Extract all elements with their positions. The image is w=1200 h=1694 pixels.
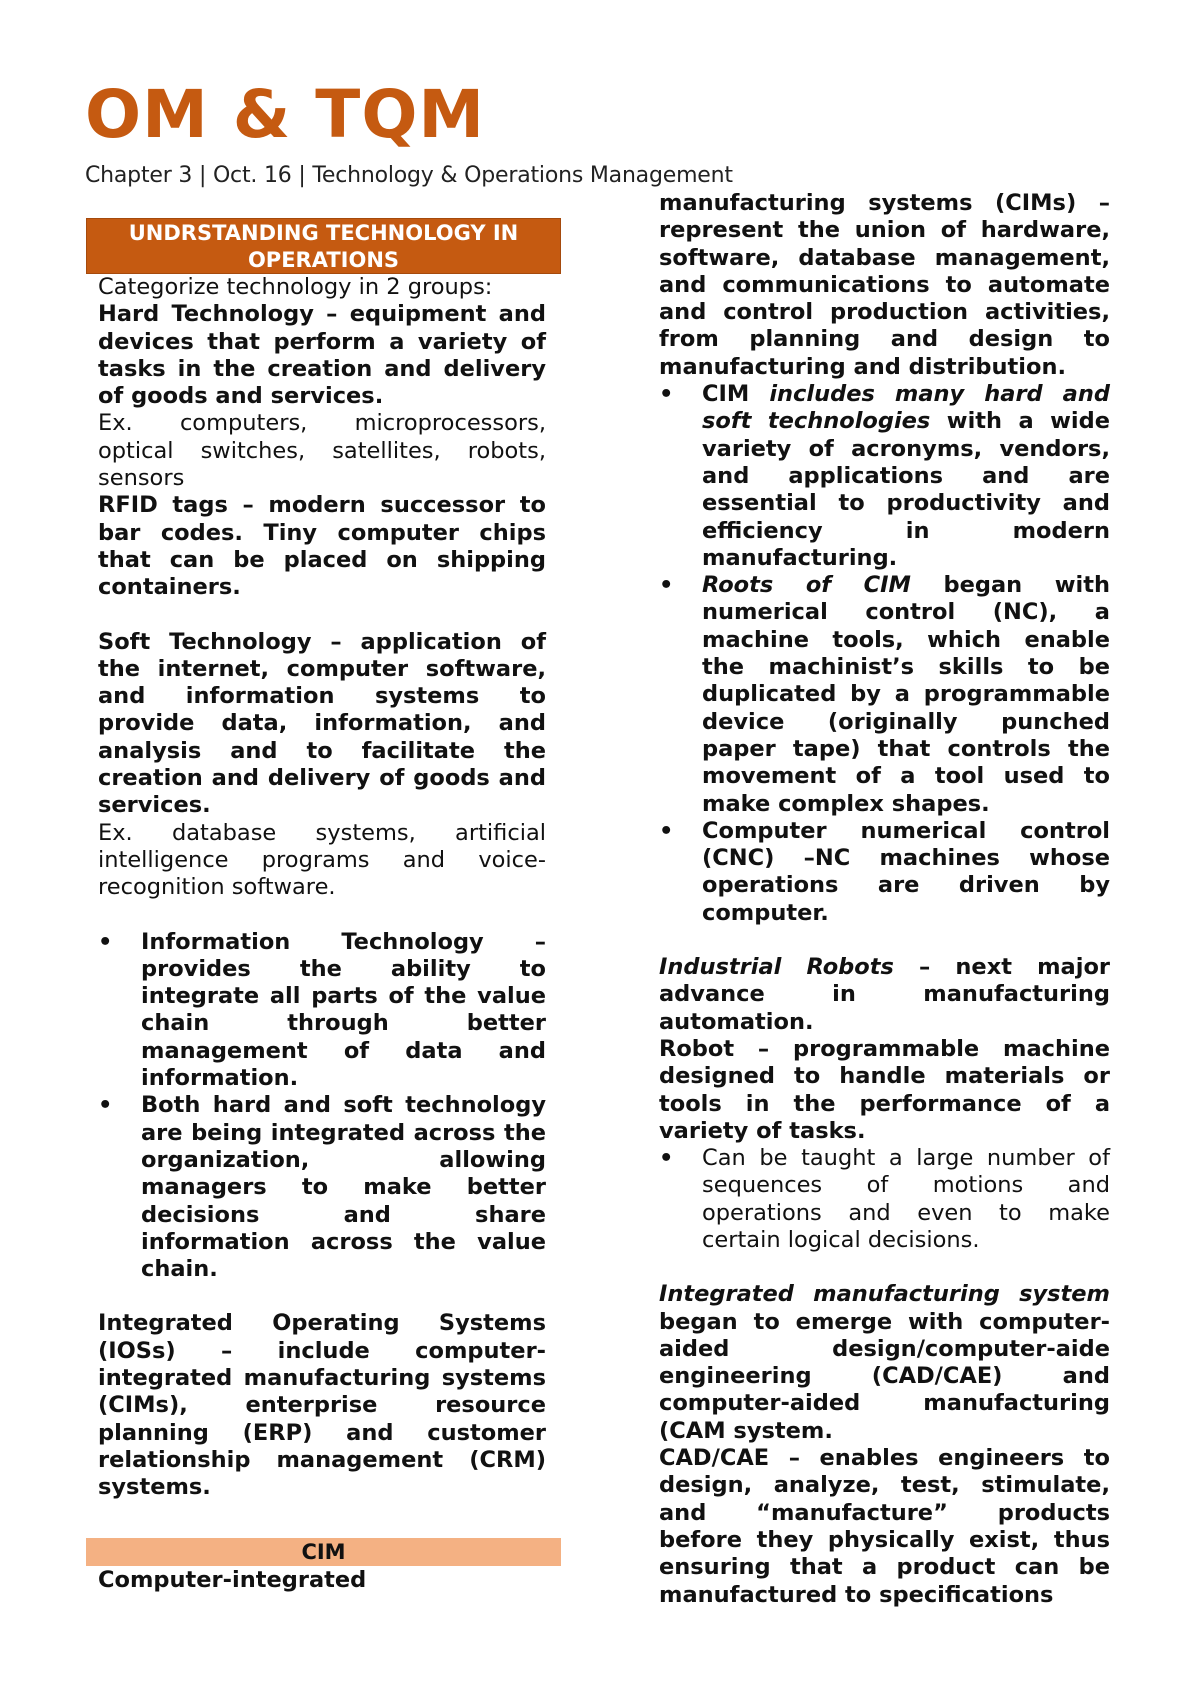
list-item: • Can be taught a large number of sequences of motions and operations and even to make certain logical decisions. <box>659 1145 1110 1253</box>
cim-bullet-list <box>659 381 1110 927</box>
list-item: • CIM includes many hard and soft technologies with a wide variety of acronyms, vendors, and applications and are essential to productivity and efficiency in modern manufacturing. <box>659 381 1111 571</box>
hard-technology-definition: Hard Technology – equipment and devices that perform a variety of tasks in the creation and delivery of goods and services. <box>98 301 546 410</box>
bullet-icon: • <box>659 817 674 844</box>
left-column <box>98 274 546 1501</box>
hard-technology-examples: Ex. computers, microprocessors, optical switches, satellites, robots, sensors <box>98 410 546 492</box>
list-item: • Computer numerical control (CNC) –NC machines whose operations are driven by computer. <box>659 817 1110 926</box>
right-column <box>659 190 1110 1609</box>
bullet-icon: • <box>659 1145 674 1172</box>
rfid-definition: RFID tags – modern successor to bar codes. Tiny computer chips that can be placed on shipping containers. <box>98 492 546 601</box>
soft-technology-definition: Soft Technology – application of the internet, computer software, and information systems to provide data, information, and analysis and to facilitate the creation and delivery of goods and services. <box>98 628 546 819</box>
list-item: • Roots of CIM began with numerical control (NC), a machine tools, which enable the machinist’s skills to be duplicated by a programmable device (originally punched paper tape) that controls the movement of a tool used to make complex shapes. <box>659 572 1110 817</box>
technology-bullet-list <box>98 929 546 1284</box>
industrial-robots-text: Industrial Robots – next major advance in manufacturing automation. <box>659 954 1110 1035</box>
cim-definition: manufacturing systems (CIMs) – represent the union of hardware, software, database management, and communications to automate and control production activities, from planning and design to manufacturing and distribution. <box>659 190 1110 380</box>
cad-cae-definition: CAD/CAE – enables engineers to design, analyze, test, stimulate, and “manufacture” products before they physically exist, thus ensuring that a product can be manufactured to specifications <box>659 1445 1110 1608</box>
document-title: OM & TQM <box>85 76 486 153</box>
section-heading-band: UNDRSTANDING TECHNOLOGY IN OPERATIONS <box>86 218 561 274</box>
robot-definition: Robot – programmable machine designed to handle materials or tools in the performance of a variety of tasks. <box>659 1035 1110 1144</box>
bullet-icon: • <box>98 928 113 955</box>
categorize-text: Categorize technology in 2 groups: <box>98 274 493 300</box>
ios-definition: Integrated Operating Systems (IOSs) – include computer-integrated manufacturing systems (CIMs), enterprise resource planning (ERP) and customer relationship management (CRM) systems. <box>98 1310 546 1501</box>
list-item: • Information Technology – provides the ability to integrate all parts of the value chain through better management of data and information. <box>98 928 546 1092</box>
robot-bullet-list <box>659 1145 1110 1254</box>
bullet-icon: • <box>659 381 674 408</box>
cim-start: Computer-integrated <box>98 1567 367 1593</box>
integrated-manufacturing-text: Integrated manufacturing system began to emerge with computer-aided design/computer-aide engineering (CAD/CAE) and computer-aided manufacturing (CAM system. <box>659 1281 1110 1444</box>
bullet-icon: • <box>659 572 674 599</box>
list-item: • Both hard and soft technology are being integrated across the organization, allowing managers to make better decisions and share information across the value chain. <box>98 1092 546 1283</box>
soft-technology-examples: Ex. database systems, artificial intelligence programs and voice-recognition software. <box>98 819 546 901</box>
cim-heading-band: CIM <box>86 1538 561 1566</box>
bullet-icon: • <box>98 1092 113 1119</box>
document-subtitle: Chapter 3 | Oct. 16 | Technology & Operations Management <box>85 163 733 188</box>
